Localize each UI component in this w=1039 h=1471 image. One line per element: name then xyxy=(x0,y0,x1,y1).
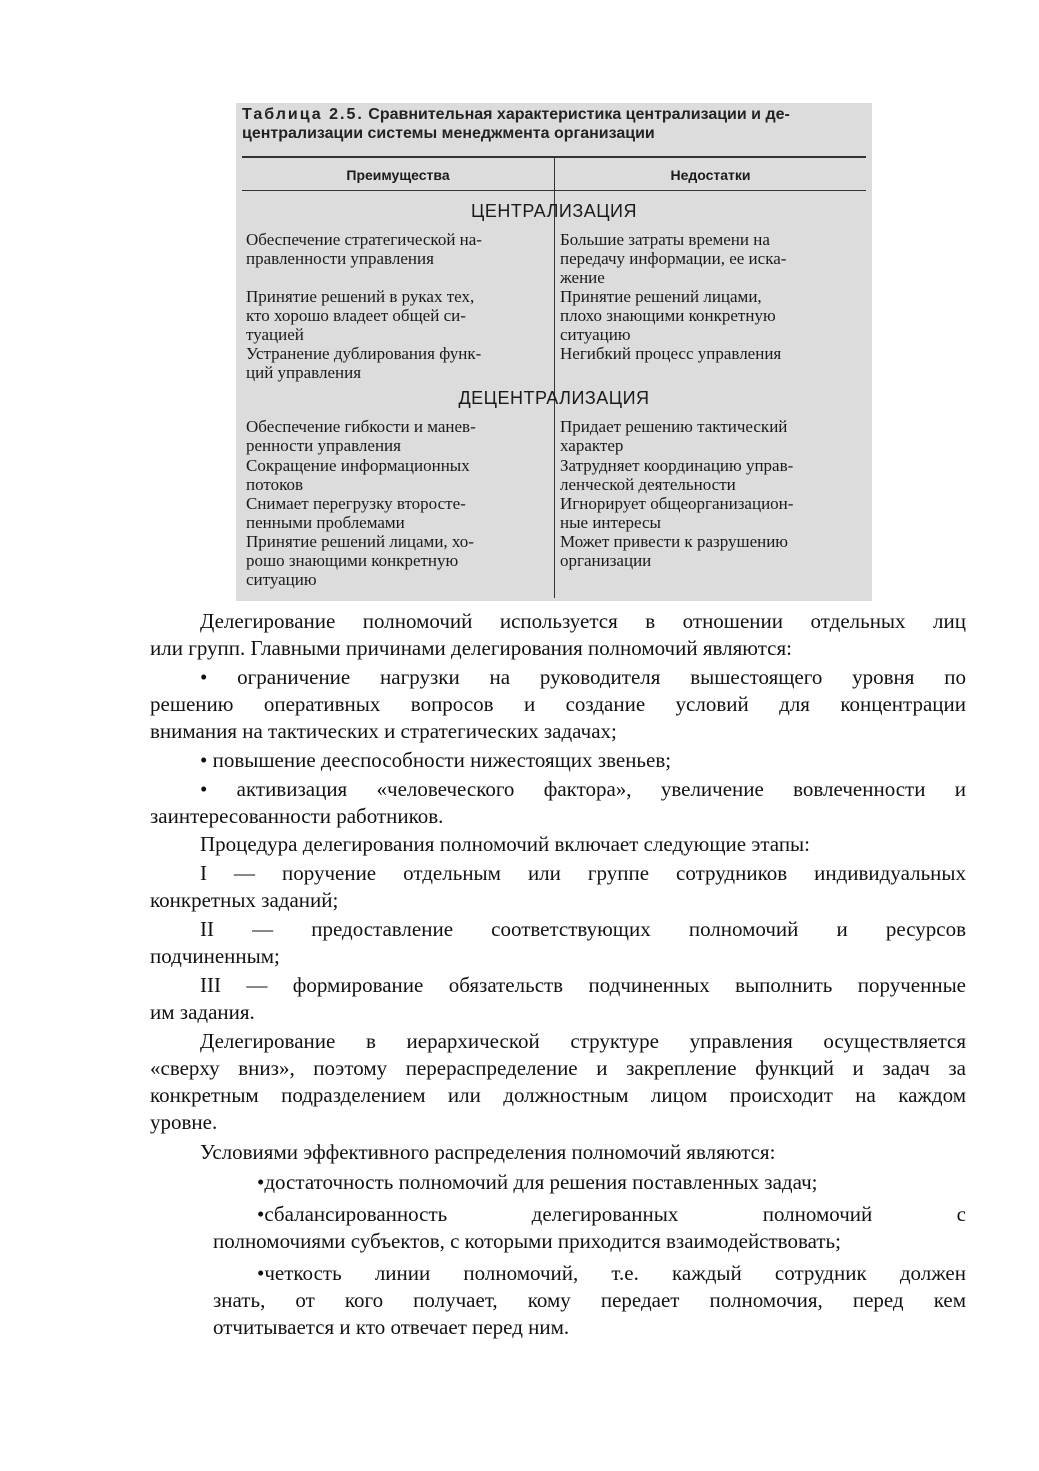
central-disadvantage-1: Большие затраты времени на передачу информации, ее иска- жение xyxy=(560,230,787,287)
decentral-disadvantage-4: Может привести к разрушению организации xyxy=(560,532,789,570)
bullet-line: • повышение дееспособности нижестоящих звеньев; xyxy=(200,748,672,772)
decentral-advantage-2: Сокращение информационных потоков xyxy=(246,456,470,494)
table-caption-label: Таблица 2.5. xyxy=(242,106,364,123)
bullet-line: решению оперативных вопросов и создание условий для концентрации xyxy=(150,692,966,716)
condition-line: •достаточность полномочий для решения поставленных задач; xyxy=(257,1170,818,1194)
central-advantage-2: Принятие решений в руках тех, кто хорошо владеет общей си- туацией xyxy=(246,287,475,344)
section-centralization: ЦЕНТРАЛИЗАЦИЯ xyxy=(471,201,637,221)
section-decentralization: ДЕЦЕНТРАЛИЗАЦИЯ xyxy=(458,388,650,408)
column-header-disadvantages: Недостатки xyxy=(670,167,751,183)
comparison-table-scan xyxy=(236,103,872,601)
decentral-advantage-4: Принятие решений лицами, хо- рошо знающими конкретную ситуацию xyxy=(246,532,474,589)
stage-line: конкретных заданий; xyxy=(150,888,339,912)
table-caption xyxy=(242,105,866,143)
decentral-disadvantage-3: Игнорирует общеорганизацион- ные интересы xyxy=(560,494,794,532)
decentral-disadvantage-1: Придает решению тактический характер xyxy=(560,417,788,455)
central-disadvantage-3: Негибкий процесс управления xyxy=(560,344,782,363)
stage-line: подчиненным; xyxy=(150,944,280,968)
condition-line: •сбалансированность делегированных полномочий с xyxy=(257,1202,966,1226)
condition-line: полномочиями субъектов, с которыми приходится взаимодействовать; xyxy=(213,1229,841,1253)
condition-line: •четкость линии полномочий, т.е. каждый сотрудник должен xyxy=(257,1261,966,1285)
stage-line: III — формирование обязательств подчиненных выполнить порученные xyxy=(200,973,966,997)
bullet-line: заинтересованности работников. xyxy=(150,804,444,828)
paragraph-line: уровне. xyxy=(150,1110,218,1134)
column-header-advantages: Преимущества xyxy=(346,167,450,183)
condition-line: знать, от кого получает, кому передает полномочия, перед кем xyxy=(213,1288,966,1312)
decentral-disadvantage-2: Затрудняет координацию управ- ленческой деятельности xyxy=(560,456,794,494)
table-caption-text-2: централизации системы менеджмента организации xyxy=(242,125,655,142)
paragraph-line: «сверху вниз», поэтому перераспределение и закрепление функций и задач за xyxy=(150,1056,966,1080)
bullet-line: внимания на тактических и стратегических задачах; xyxy=(150,719,617,743)
table-column-divider xyxy=(554,158,555,598)
decentral-advantage-1: Обеспечение гибкости и манев- ренности управления xyxy=(246,417,476,455)
paragraph-line: Условиями эффективного распределения полномочий являются: xyxy=(200,1140,776,1164)
decentral-advantage-3: Снимает перегрузку второсте- пенными проблемами xyxy=(246,494,466,532)
central-disadvantage-2: Принятие решений лицами, плохо знающими конкретную ситуацию xyxy=(560,287,776,344)
paragraph-line: Процедура делегирования полномочий включает следующие этапы: xyxy=(200,832,811,856)
central-advantage-1: Обеспечение стратегической на- правленности управления xyxy=(246,230,482,268)
bullet-line: • ограничение нагрузки на руководителя вышестоящего уровня по xyxy=(200,665,966,689)
stage-line: им задания. xyxy=(150,1000,255,1024)
table-caption-text: Сравнительная характеристика централизации и де- xyxy=(368,106,790,123)
central-advantage-3: Устранение дублирования функ- ций управления xyxy=(246,344,482,382)
stage-line: I — поручение отдельным или группе сотрудников индивидуальных xyxy=(200,861,966,885)
bullet-line: • активизация «человеческого фактора», увеличение вовлеченности и xyxy=(200,777,966,801)
paragraph-line: конкретным подразделением или должностным лицом происходит на каждом xyxy=(150,1083,966,1107)
paragraph-line: Делегирование полномочий используется в отношении отдельных лиц xyxy=(200,609,966,633)
condition-line: отчитывается и кто отвечает перед ним. xyxy=(213,1315,570,1339)
paragraph-line: Делегирование в иерархической структуре управления осуществляется xyxy=(200,1029,966,1053)
paragraph-line: или групп. Главными причинами делегирования полномочий являются: xyxy=(150,636,792,660)
stage-line: II — предоставление соответствующих полномочий и ресурсов xyxy=(200,917,966,941)
